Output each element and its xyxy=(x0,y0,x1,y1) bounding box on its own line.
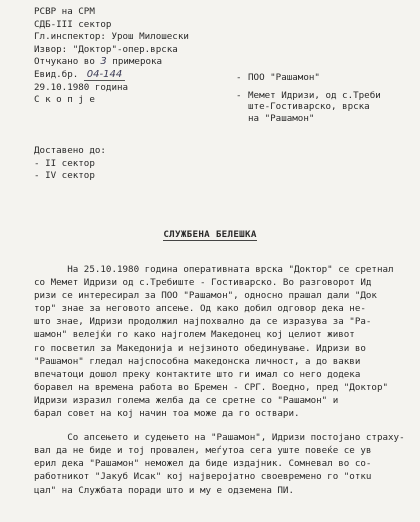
header-inspector: Гл.инспектор: Урош Милошески xyxy=(34,31,189,43)
body-line: барал совет на кој начин тоа може да го оствари. xyxy=(34,408,300,420)
topic-line: на "Рашамон" xyxy=(248,112,315,124)
topic-item xyxy=(236,72,381,84)
topic-line: Мемет Идризи, од с.Треби xyxy=(248,89,381,101)
document-body xyxy=(34,263,414,497)
body-line: ризи се интересирал за ПОО "Рашамон", односно прашал дали "Док xyxy=(34,290,377,302)
document-header xyxy=(34,6,189,107)
topic-dash: - xyxy=(236,72,242,83)
paragraph-gap xyxy=(34,420,414,431)
header-organization: РСВР на СРМ xyxy=(34,6,95,17)
header-copies xyxy=(34,56,189,69)
topic-dash xyxy=(236,113,248,125)
copies-prefix: Отчукано во xyxy=(34,56,101,68)
delivery-item-sector-2: - II сектор xyxy=(34,157,95,169)
body-line: боравел на времена работа во Бремен - СРГ. Воедно, пред "Доктор" xyxy=(34,381,389,393)
header-city: С к о п ј е xyxy=(34,94,95,106)
copies-suffix: примерока xyxy=(106,56,163,68)
body-line: цал" на Службата поради што и му е одземена ПИ. xyxy=(34,484,294,496)
body-line: впечатоци дошол преку контактите што ги имал со него додека xyxy=(34,368,361,380)
delivery-block xyxy=(34,145,106,183)
body-line: шамон" велејќи го како најголем Македонец кој целиот живот xyxy=(34,329,355,341)
body-line: го посветил за Македонија и нејзиното обединување. Идризи во xyxy=(34,342,366,354)
body-line: работникот "Јакуб Исак" кој најверојатно своевремено го "откu xyxy=(34,471,372,483)
body-line: тор" знае за неговото апсење. Од како добил одговор дека не- xyxy=(34,303,366,315)
body-paragraph xyxy=(34,431,414,496)
header-source: Извор: "Доктор"-опер.врска xyxy=(34,43,178,55)
body-line: Со апсењето и судењето на "Рашамон", Идризи постојано страху- xyxy=(34,432,405,444)
body-line: што знае, Идризи продолжил најпохвално да се изразува за "Ра- xyxy=(34,316,372,328)
topic-item xyxy=(236,90,381,125)
topic-line: ште-Гостиварско, врска xyxy=(248,101,370,113)
body-line: Идризи изразил голема желба да се сретне со "Рашамон" и xyxy=(34,394,339,406)
topic-list xyxy=(236,72,381,124)
header-record-number xyxy=(34,69,189,82)
header-date: 29.10.1980 година xyxy=(34,81,129,93)
delivery-item-sector-4: - IV сектор xyxy=(34,170,95,182)
body-line: вал да не биде и тој провален, меѓутоа сега уште повеќе се ув xyxy=(34,445,372,457)
body-paragraph xyxy=(34,263,414,420)
topic-dash xyxy=(236,101,248,113)
topic-line: ПОО "Рашамон" xyxy=(248,72,320,83)
body-line: "Рашамон" гледал најспособна македонска личност, а до вакви xyxy=(34,355,361,367)
document-title xyxy=(0,229,420,240)
record-prefix: Евид.бр. xyxy=(34,68,84,80)
body-line: На 25.10.1980 година оперативната врска "Доктор" се сретнал xyxy=(34,264,394,275)
header-sector: СДБ-III сектор xyxy=(34,18,112,30)
copies-number: 3 xyxy=(100,56,107,68)
body-line: со Мемет Идризи од с.Требиште - Гостиварско. Во разговорот Ид xyxy=(34,277,372,289)
delivery-label: Доставено до: xyxy=(34,145,106,156)
topic-dash: - xyxy=(236,89,242,101)
body-line: ерил дека "Рашамон" неможел да биде издајник. Сомневал во со- xyxy=(34,458,372,470)
record-number: 04-144 xyxy=(84,69,125,81)
document-title-text: СЛУЖБЕНА БЕЛЕШКА xyxy=(163,229,257,240)
